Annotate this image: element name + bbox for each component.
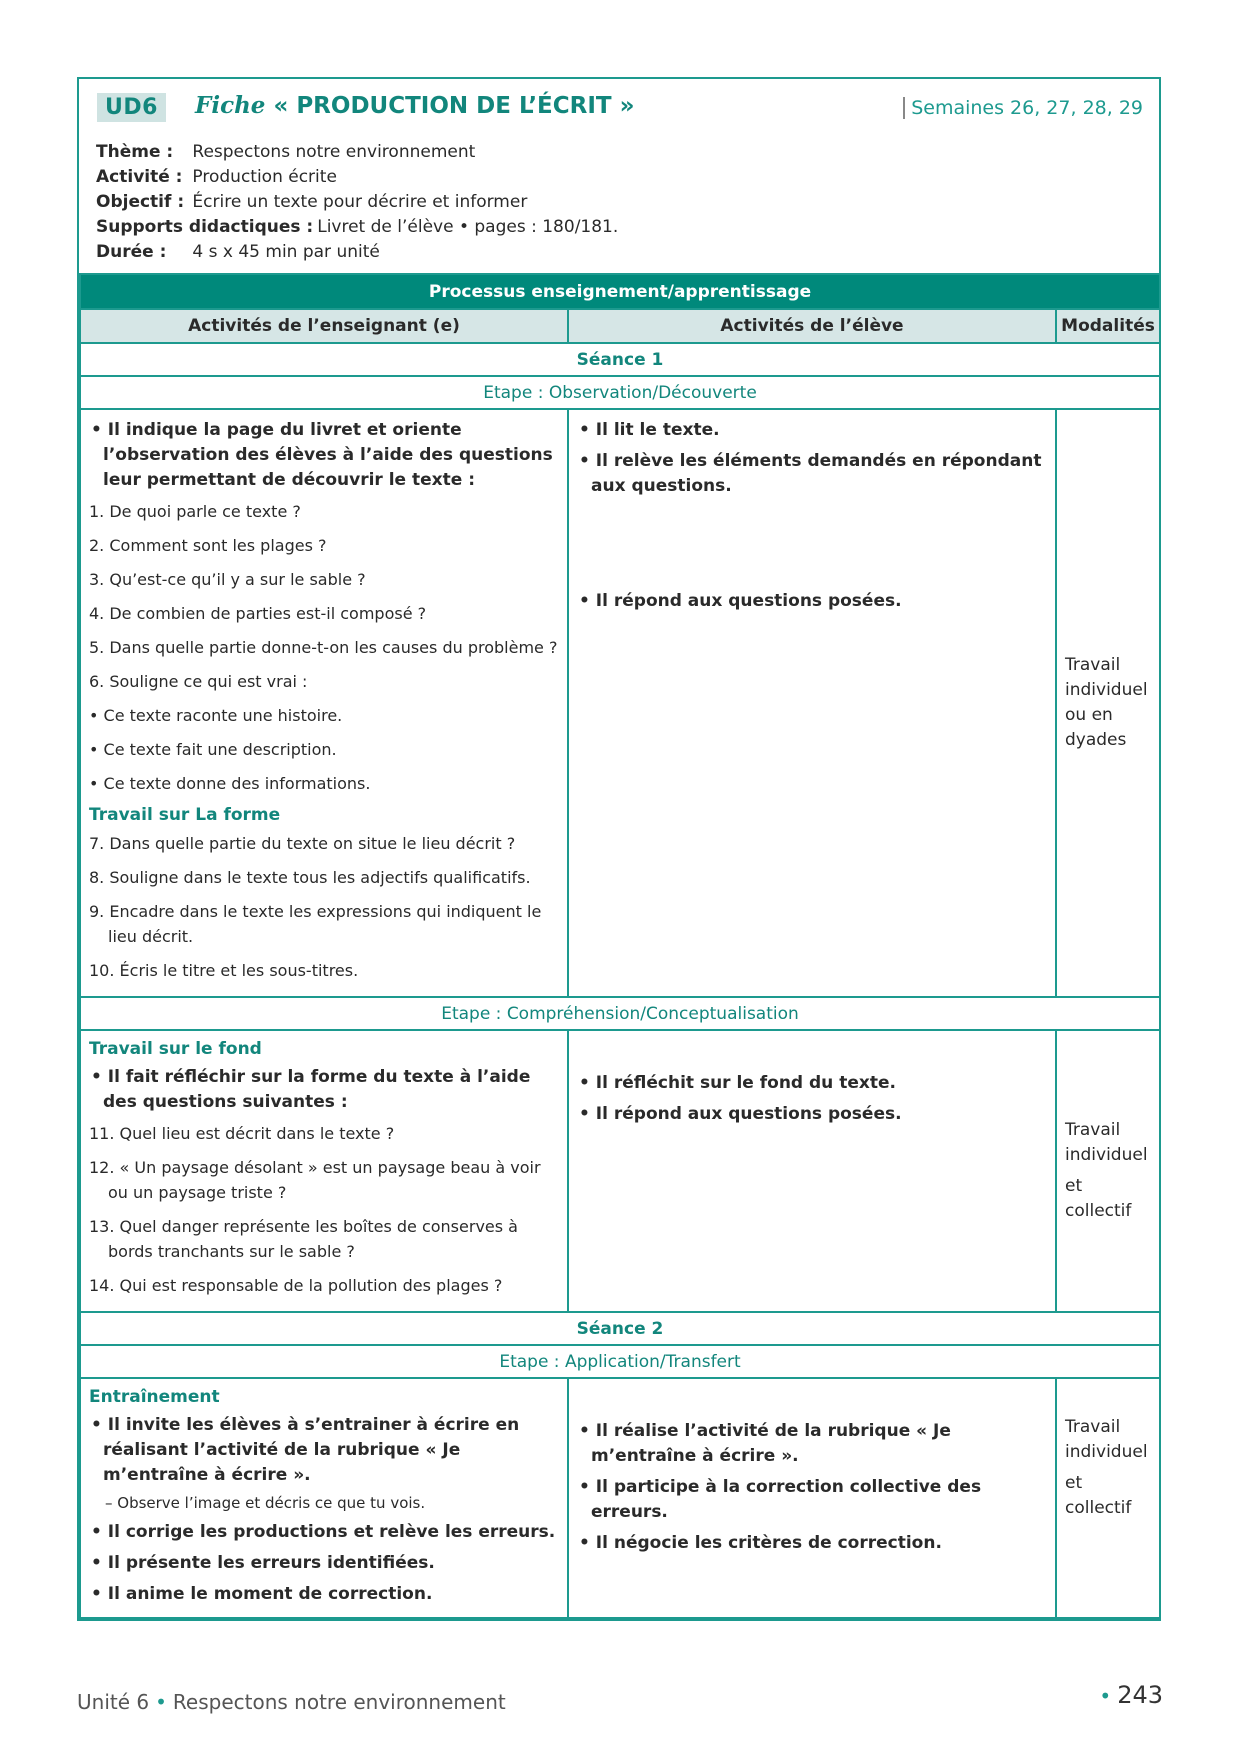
weeks-label: Semaines 26, 27, 28, 29	[903, 97, 1143, 119]
question: 7. Dans quelle partie du texte on situe le lieu décrit ?	[89, 834, 516, 853]
page-footer: Unité 6 • Respectons notre environnement	[77, 1690, 506, 1714]
modality-text: Travail individuel ou en dyades	[1065, 655, 1148, 750]
question: 3. Qu’est-ce qu’il y a sur le sable ?	[89, 570, 366, 589]
question: 2. Comment sont les plages ?	[89, 536, 327, 555]
meta-theme: Thème : Respectons notre environnement	[96, 142, 476, 162]
fond-title: Travail sur le fond	[89, 1039, 262, 1059]
student-cell-3	[568, 1378, 1056, 1618]
question: 5. Dans quelle partie donne-t-on les causes du problème ?	[89, 638, 558, 657]
question: 9. Encadre dans le texte les expressions qui indiquent le lieu décrit.	[89, 902, 542, 946]
teacher-activity: • Il présente les erreurs identifiées.	[91, 1553, 435, 1573]
teacher-note: – Observe l’image et décris ce que tu vois.	[105, 1494, 426, 1512]
question: 10. Écris le titre et les sous-titres.	[89, 961, 359, 980]
etape-observation: Etape : Observation/Découverte	[80, 376, 1160, 409]
seance-2: Séance 2	[80, 1312, 1160, 1345]
teacher-intro: • Il fait réfléchir sur la forme du texte à l’aide des questions suivantes :	[91, 1067, 531, 1112]
modality-cell-2	[1056, 1030, 1160, 1312]
question: • Ce texte raconte une histoire.	[89, 706, 343, 725]
modality-cell-3	[1056, 1378, 1160, 1618]
question: 13. Quel danger représente les boîtes de conserves à bords tranchants sur le sable ?	[89, 1217, 518, 1261]
question: • Ce texte fait une description.	[89, 740, 337, 759]
col-modalities: Modalités	[1056, 309, 1160, 343]
process-title: Processus enseignement/apprentissage	[80, 274, 1160, 309]
student-activity: • Il répond aux questions posées.	[579, 591, 902, 611]
seance-1: Séance 1	[80, 343, 1160, 376]
question: 4. De combien de parties est-il composé ?	[89, 604, 427, 623]
teacher-activity: • Il invite les élèves à s’entrainer à écrire en réalisant l’activité de la rubrique « Je m’entraîne à écrire ».	[91, 1415, 520, 1485]
lesson-sheet	[77, 77, 1161, 1621]
col-teacher: Activités de l’enseignant (e)	[80, 309, 568, 343]
modality-text: Travail individuel et collectif	[1065, 1417, 1148, 1518]
student-cell-2	[568, 1030, 1056, 1312]
student-activity: • Il participe à la correction collective des erreurs.	[579, 1477, 982, 1522]
sheet-title: Fiche « PRODUCTION DE L’ÉCRIT »	[195, 92, 635, 119]
unit-badge: UD6	[97, 93, 166, 122]
modality-text: Travail individuel et collectif	[1065, 1120, 1148, 1221]
meta-supports: Supports didactiques : Livret de l’élève • pages : 180/181.	[96, 217, 619, 237]
meta-activity: Activité : Production écrite	[96, 167, 337, 187]
sheet-header	[79, 79, 1159, 273]
student-activity: • Il négocie les critères de correction.	[579, 1533, 942, 1553]
page-number: • 243	[1099, 1681, 1163, 1709]
question: 1. De quoi parle ce texte ?	[89, 502, 301, 521]
question: 8. Souligne dans le texte tous les adjectifs qualificatifs.	[89, 868, 531, 887]
teacher-activity: • Il anime le moment de correction.	[91, 1584, 433, 1604]
sheet-meta	[96, 140, 618, 265]
forme-title: Travail sur La forme	[89, 805, 281, 825]
student-activity: • Il réfléchit sur le fond du texte.	[579, 1073, 896, 1093]
meta-objective: Objectif : Écrire un texte pour décrire et informer	[96, 192, 528, 212]
etape-comprehension: Etape : Compréhension/Conceptualisation	[80, 997, 1160, 1030]
student-activity: • Il répond aux questions posées.	[579, 1104, 902, 1124]
etape-application: Etape : Application/Transfert	[80, 1345, 1160, 1378]
student-activity: • Il réalise l’activité de la rubrique « Je m’entraîne à écrire ».	[579, 1421, 951, 1466]
student-activity: • Il relève les éléments demandés en répondant aux questions.	[579, 451, 1042, 496]
teacher-cell-2	[80, 1030, 568, 1312]
question: 6. Souligne ce qui est vrai :	[89, 672, 308, 691]
meta-duration: Durée : 4 s x 45 min par unité	[96, 242, 380, 262]
teacher-activity: • Il corrige les productions et relève les erreurs.	[91, 1522, 556, 1542]
question: 14. Qui est responsable de la pollution des plages ?	[89, 1276, 503, 1295]
process-table	[79, 273, 1161, 1619]
col-student: Activités de l’élève	[568, 309, 1056, 343]
entrainement-title: Entraînement	[89, 1387, 220, 1407]
student-cell-1	[568, 409, 1056, 997]
teacher-cell-1	[80, 409, 568, 997]
question: • Ce texte donne des informations.	[89, 774, 371, 793]
teacher-intro: • Il indique la page du livret et oriente l’observation des élèves à l’aide des questions leur permettant de découvrir le texte :	[91, 420, 553, 490]
teacher-cell-3	[80, 1378, 568, 1618]
question: 11. Quel lieu est décrit dans le texte ?	[89, 1124, 395, 1143]
modality-cell-1	[1056, 409, 1160, 997]
question: 12. « Un paysage désolant » est un paysage beau à voir ou un paysage triste ?	[89, 1158, 541, 1202]
student-activity: • Il lit le texte.	[579, 420, 720, 440]
